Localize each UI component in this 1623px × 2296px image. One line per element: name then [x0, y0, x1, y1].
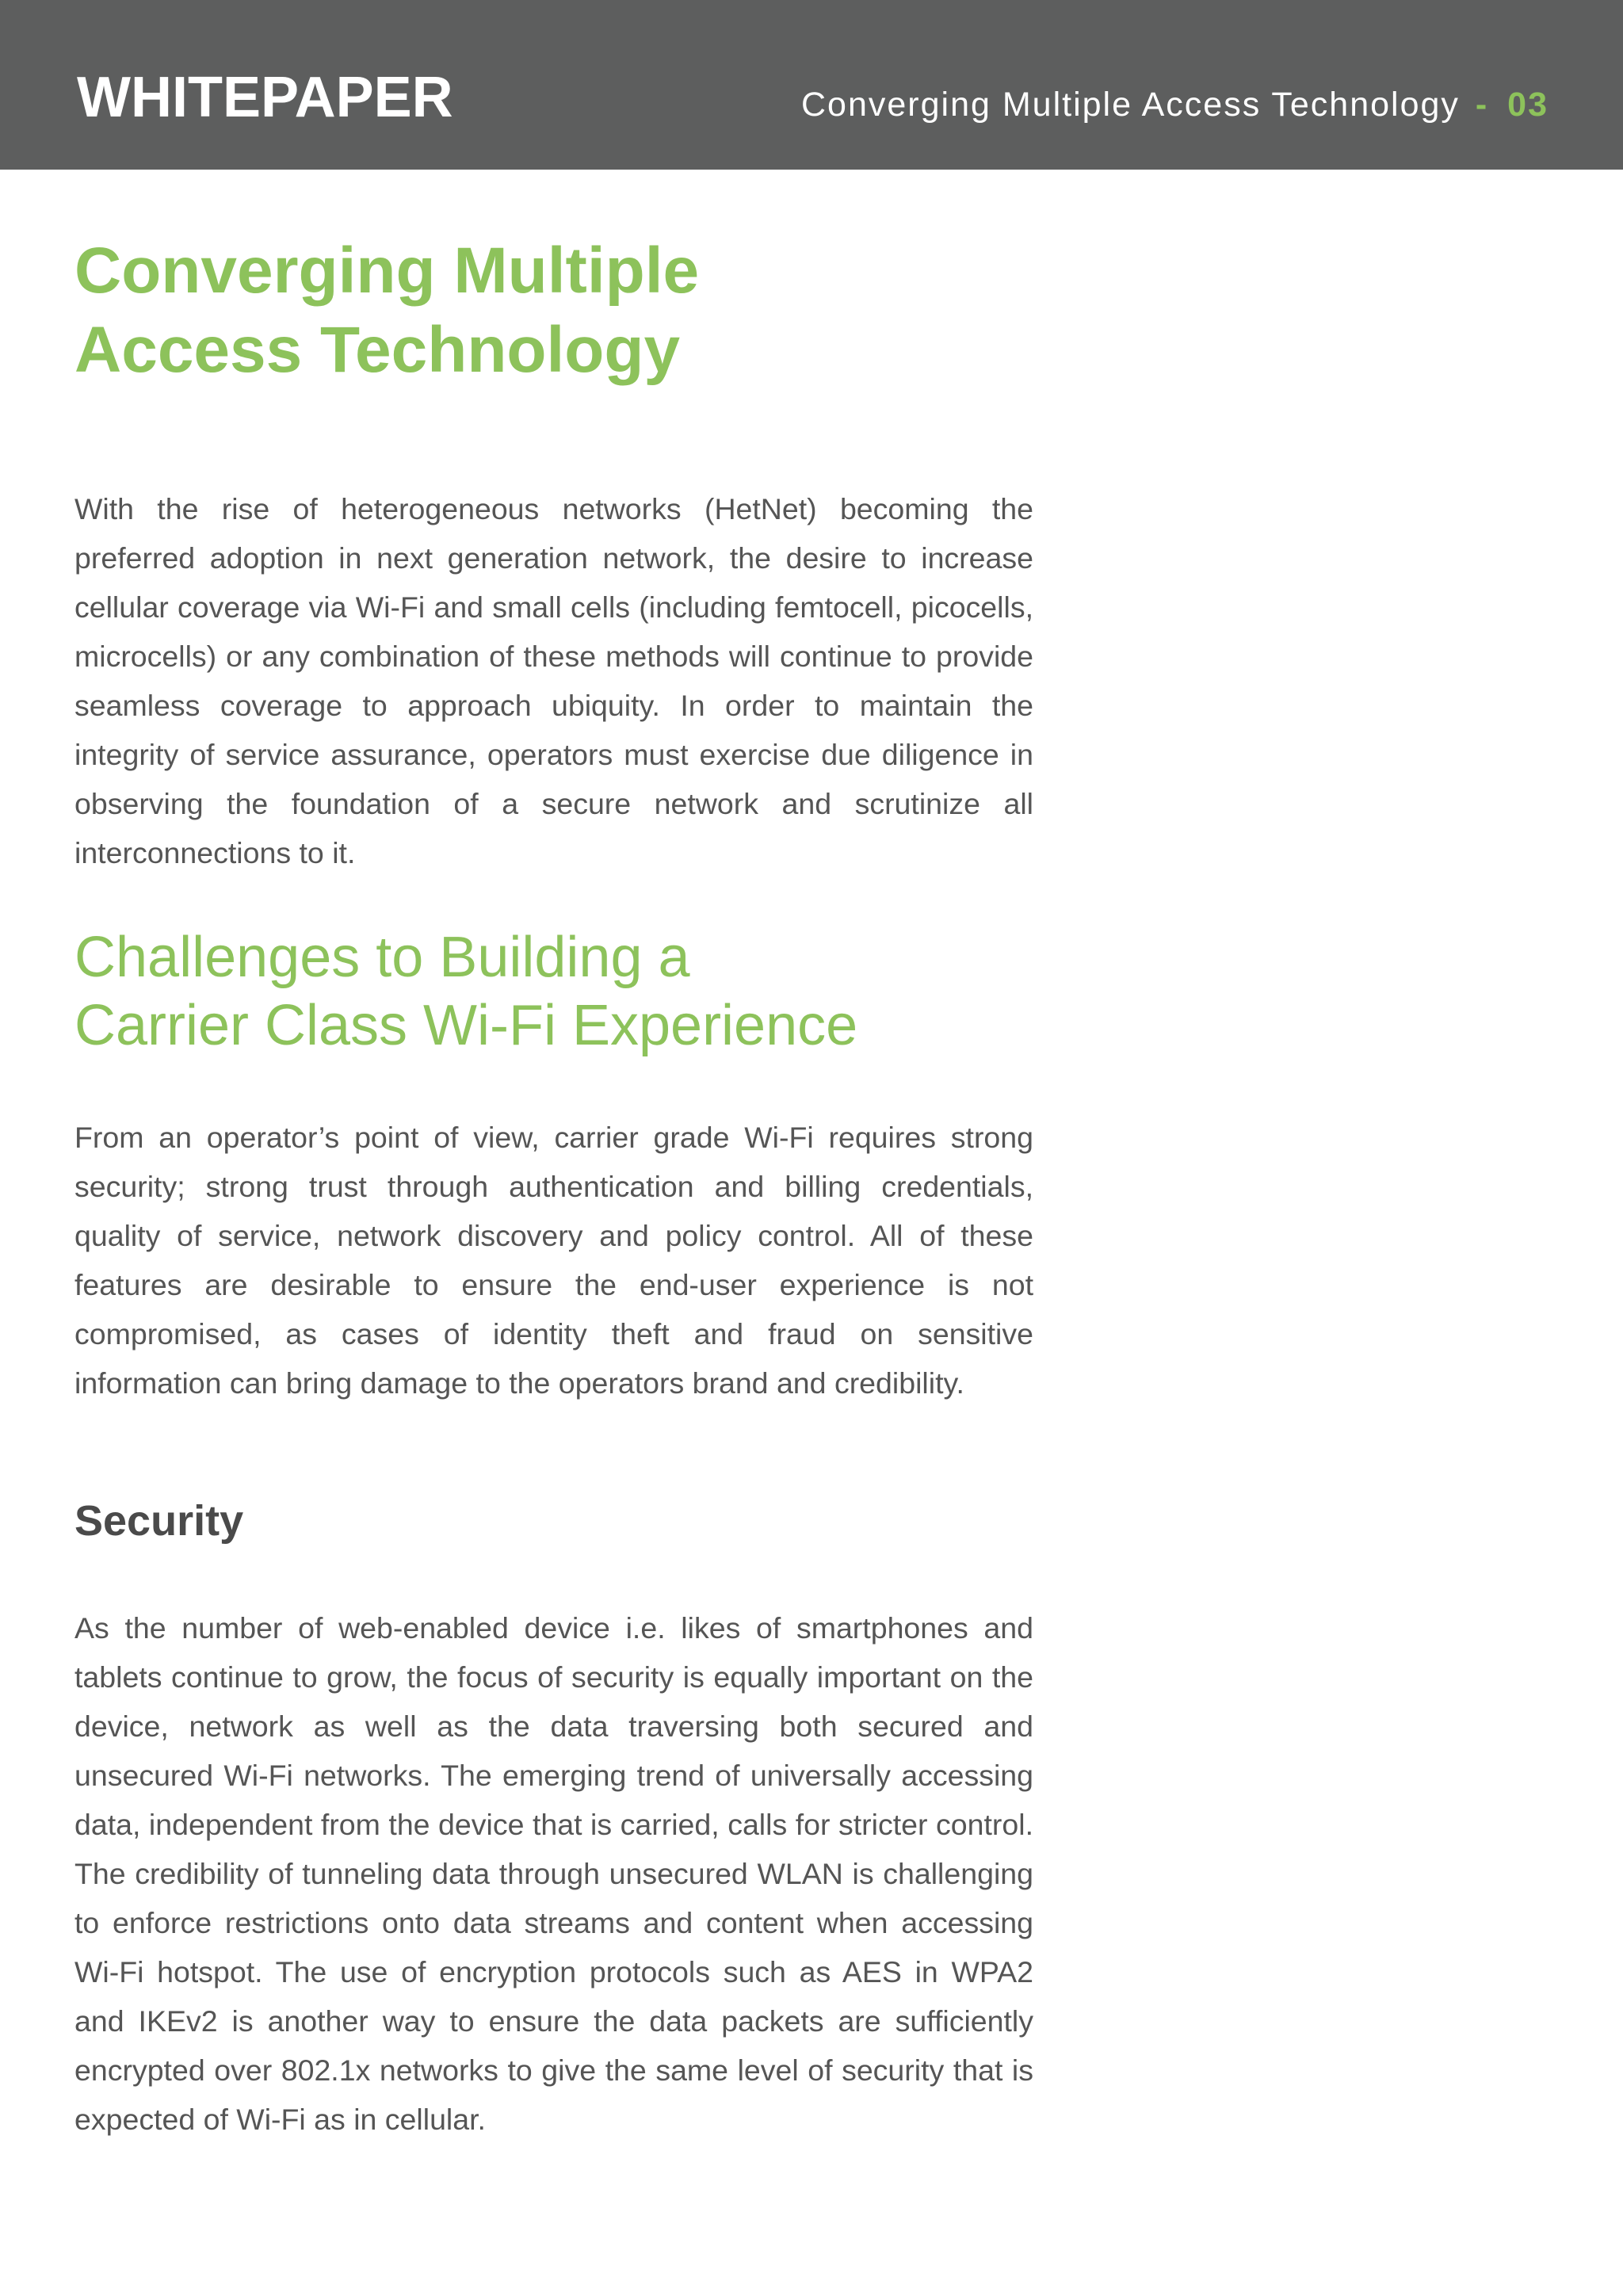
main-title-line-2: Access Technology — [74, 314, 681, 386]
security-paragraph: As the number of web-enabled device i.e. likes of smartphones and tablets continue to grow, the focus of security is equally important on the device, network as well as the data traversing both secured and unsecured Wi-Fi networks. The emerging trend of universally accessing data, independent from the device that is carried, calls for stricter control. The credibility of tunneling data through unsecured WLAN is challenging to enforce restrictions onto data streams and content when accessing Wi-Fi hotspot. The use of encryption protocols such as AES in WPA2 and IKEv2 is another way to ensure the data packets are sufficiently encrypted over 802.1x networks to give the same level of security that is expected of Wi-Fi as in cellular. — [74, 1611, 1033, 2136]
challenges-heading-line-1: Challenges to Building a — [74, 926, 690, 989]
page-number: 03 — [1507, 86, 1549, 124]
header-brand: WHITEPAPER — [77, 66, 453, 129]
page-header — [0, 0, 1623, 170]
security-heading: Security — [74, 1497, 244, 1545]
header-running-title: Converging Multiple Access Technology — [801, 86, 1460, 124]
challenges-paragraph: From an operator’s point of view, carrier grade Wi-Fi requires strong security; strong trust through authentication and billing credentials, quality of service, network discovery and policy control. All of these features are desirable to ensure the end-user experience is not compromised, as cases of identity theft and fraud on sensitive information can bring damage to the operators brand and credibility. — [74, 1121, 1033, 1400]
challenges-heading — [74, 923, 1025, 1060]
main-title-line-1: Converging Multiple — [74, 235, 700, 307]
intro-paragraph: With the rise of heterogeneous networks (HetNet) becoming the preferred adoption in next generation network, the desire to increase cellular coverage via Wi-Fi and small cells (including femtocell, picocells, microcells) or any combination of these methods will continue to provide seamless coverage to approach ubiquity. In order to maintain the integrity of service assurance, operators must exercise due diligence in observing the foundation of a secure network and scrutinize all interconnections to it. — [74, 492, 1033, 869]
header-separator: - — [1475, 86, 1489, 124]
header-running-title-group — [801, 82, 1549, 127]
main-title — [74, 231, 867, 390]
challenges-heading-line-2: Carrier Class Wi-Fi Experience — [74, 994, 858, 1057]
